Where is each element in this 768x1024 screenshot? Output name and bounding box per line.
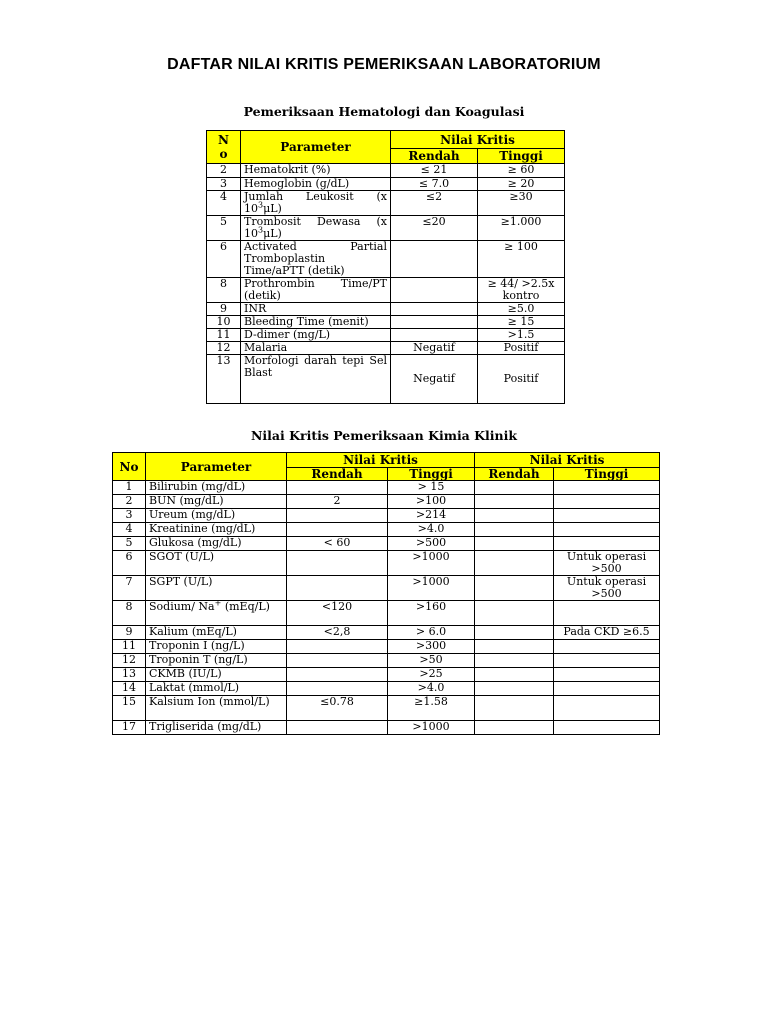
parameter-cell <box>241 316 391 329</box>
high-value-1: >4.0 <box>388 682 475 696</box>
parameter-text: D-dimer (mg/L) <box>244 328 331 341</box>
low-value-2 <box>475 576 554 601</box>
high-value-2 <box>554 481 660 495</box>
high-value-2 <box>554 601 660 626</box>
low-value-1 <box>287 576 388 601</box>
row-number: 11 <box>207 329 241 342</box>
table-row <box>207 216 565 241</box>
high-value-1: >160 <box>388 601 475 626</box>
low-value-2 <box>475 626 554 640</box>
table-row <box>207 178 565 191</box>
high-value: Positif <box>478 355 565 404</box>
low-value-2 <box>475 537 554 551</box>
parameter-cell <box>146 668 287 682</box>
row-number: 12 <box>113 654 146 668</box>
low-value-1: < 60 <box>287 537 388 551</box>
high-value: ≥ 60 <box>478 164 565 178</box>
low-value-2 <box>475 551 554 576</box>
high-value-2 <box>554 495 660 509</box>
parameter-text: Malaria <box>244 341 288 354</box>
parameter-text: Bilirubin (mg/dL) <box>149 480 246 493</box>
parameter-text: SGOT (U/L) <box>149 550 215 563</box>
low-value <box>391 316 478 329</box>
parameter-cell <box>146 626 287 640</box>
high-value: ≥ 44/ >2.5x kontro <box>478 278 565 303</box>
low-value: ≤20 <box>391 216 478 241</box>
low-value-2 <box>475 481 554 495</box>
parameter-cell <box>146 682 287 696</box>
high-value-1: >1000 <box>388 721 475 735</box>
table-row <box>207 278 565 303</box>
table-row <box>113 682 660 696</box>
table-row <box>113 481 660 495</box>
parameter-text: Morfologi darah tepi Sel Blast <box>244 354 387 379</box>
low-value-2 <box>475 654 554 668</box>
high-value-2: Untuk operasi >500 <box>554 576 660 601</box>
table-row <box>207 355 565 404</box>
low-value-1 <box>287 640 388 654</box>
row-number: 17 <box>113 721 146 735</box>
parameter-text: Kalsium Ion (mmol/L) <box>149 695 270 708</box>
high-value-1: >25 <box>388 668 475 682</box>
header-high: Tinggi <box>478 149 565 164</box>
high-value: ≥5.0 <box>478 303 565 316</box>
high-value-2 <box>554 523 660 537</box>
header-low-2: Rendah <box>475 468 554 481</box>
low-value: ≤ 21 <box>391 164 478 178</box>
parameter-text: Prothrombin Time/PT (detik) <box>244 277 387 302</box>
high-value: ≥ 15 <box>478 316 565 329</box>
row-number: 5 <box>207 216 241 241</box>
row-number: 1 <box>113 481 146 495</box>
high-value-2 <box>554 696 660 721</box>
chemistry-section-title: Nilai Kritis Pemeriksaan Kimia Klinik <box>251 428 517 443</box>
parameter-cell <box>241 178 391 191</box>
row-number: 2 <box>207 164 241 178</box>
parameter-text: Bleeding Time (menit) <box>244 315 369 328</box>
low-value: Negatif <box>391 342 478 355</box>
high-value-1: >500 <box>388 537 475 551</box>
row-number: 15 <box>113 696 146 721</box>
high-value-2 <box>554 640 660 654</box>
row-number: 12 <box>207 342 241 355</box>
high-value-1: >100 <box>388 495 475 509</box>
header-high-1: Tinggi <box>388 468 475 481</box>
header-parameter: Parameter <box>146 453 287 481</box>
row-number: 6 <box>113 551 146 576</box>
header-no: N o <box>207 131 241 164</box>
table-row <box>113 509 660 523</box>
parameter-cell <box>146 598 287 626</box>
high-value: ≥ 20 <box>478 178 565 191</box>
table-row <box>207 303 565 316</box>
header-critical-value: Nilai Kritis <box>391 131 565 149</box>
low-value-1: 2 <box>287 495 388 509</box>
table-row <box>207 316 565 329</box>
parameter-text: SGPT (U/L) <box>149 575 213 588</box>
parameter-cell <box>146 481 287 495</box>
low-value-2 <box>475 509 554 523</box>
low-value-1 <box>287 682 388 696</box>
table-row <box>113 523 660 537</box>
row-number: 9 <box>207 303 241 316</box>
table-row <box>113 576 660 601</box>
row-number: 9 <box>113 626 146 640</box>
low-value-1: <120 <box>287 601 388 626</box>
parameter-cell <box>146 495 287 509</box>
row-number: 3 <box>207 178 241 191</box>
low-value-2 <box>475 682 554 696</box>
parameter-text: Glukosa (mg/dL) <box>149 536 242 549</box>
parameter-text: Sodium/ Na <box>149 600 215 613</box>
high-value: ≥30 <box>478 191 565 216</box>
high-value-2: Pada CKD ≥6.5 <box>554 626 660 640</box>
row-number: 11 <box>113 640 146 654</box>
low-value <box>391 278 478 303</box>
parameter-text: Activated Partial Tromboplastin Time/aPTT (detik) <box>244 240 387 277</box>
high-value-2 <box>554 721 660 735</box>
table-row <box>113 626 660 640</box>
low-value-2 <box>475 601 554 626</box>
high-value-2 <box>554 682 660 696</box>
parameter-cell <box>241 164 391 178</box>
high-value-1: >300 <box>388 640 475 654</box>
high-value: Positif <box>478 342 565 355</box>
table-row <box>207 241 565 278</box>
table-row <box>113 551 660 576</box>
low-value <box>391 329 478 342</box>
row-number: 8 <box>113 601 146 626</box>
parameter-cell <box>146 537 287 551</box>
low-value-1 <box>287 481 388 495</box>
low-value-2 <box>475 495 554 509</box>
parameter-superscript: + <box>214 598 222 608</box>
row-number: 6 <box>207 241 241 278</box>
low-value-2 <box>475 696 554 721</box>
parameter-cell <box>146 721 287 735</box>
low-value-1 <box>287 654 388 668</box>
high-value-2: Untuk operasi >500 <box>554 551 660 576</box>
parameter-cell <box>146 523 287 537</box>
header-low-1: Rendah <box>287 468 388 481</box>
table-row <box>113 537 660 551</box>
parameter-cell <box>146 551 287 576</box>
parameter-text: Trombosit Dewasa (x 10 <box>244 215 387 240</box>
table-row <box>113 495 660 509</box>
high-value-2 <box>554 509 660 523</box>
low-value-1: <2,8 <box>287 626 388 640</box>
parameter-text: Laktat (mmol/L) <box>149 681 240 694</box>
parameter-cell <box>241 216 391 241</box>
high-value-1: >1000 <box>388 551 475 576</box>
high-value-1: > 15 <box>388 481 475 495</box>
high-value-1: >1000 <box>388 576 475 601</box>
parameter-text: BUN (mg/dL) <box>149 494 224 507</box>
table-row <box>113 668 660 682</box>
parameter-text: Trigliserida (mg/dL) <box>149 720 262 733</box>
parameter-text: Troponin T (ng/L) <box>149 653 248 666</box>
table-row <box>207 191 565 216</box>
low-value-2 <box>475 668 554 682</box>
header-low: Rendah <box>391 149 478 164</box>
row-number: 3 <box>113 509 146 523</box>
parameter-text: Hemoglobin (g/dL) <box>244 177 350 190</box>
header-no: No <box>113 453 146 481</box>
parameter-cell <box>241 303 391 316</box>
high-value: ≥ 100 <box>478 241 565 278</box>
high-value-1: > 6.0 <box>388 626 475 640</box>
parameter-cell <box>241 191 391 216</box>
low-value-2 <box>475 640 554 654</box>
parameter-text: Ureum (mg/dL) <box>149 508 236 521</box>
high-value-2 <box>554 654 660 668</box>
parameter-text: CKMB (IU/L) <box>149 667 222 680</box>
hematology-section-title: Pemeriksaan Hematologi dan Koagulasi <box>243 104 525 119</box>
low-value-1 <box>287 523 388 537</box>
row-number: 13 <box>207 355 241 404</box>
parameter-cell <box>241 355 391 404</box>
high-value-1: ≥1.58 <box>388 696 475 721</box>
document-title: DAFTAR NILAI KRITIS PEMERIKSAAN LABORATORIUM <box>167 56 601 73</box>
table-row <box>113 640 660 654</box>
parameter-text: Kalium (mEq/L) <box>149 625 237 638</box>
chemistry-table <box>112 452 660 735</box>
parameter-cell <box>241 342 391 355</box>
parameter-superscript: 3 <box>258 200 264 210</box>
low-value-1 <box>287 509 388 523</box>
parameter-cell <box>241 241 391 278</box>
low-value <box>391 303 478 316</box>
row-number: 13 <box>113 668 146 682</box>
parameter-cell <box>146 509 287 523</box>
low-value-1 <box>287 668 388 682</box>
parameter-cell <box>146 640 287 654</box>
low-value-2 <box>475 721 554 735</box>
high-value-2 <box>554 537 660 551</box>
parameter-text: INR <box>244 302 267 315</box>
table-row <box>113 601 660 626</box>
header-critical-value-2: Nilai Kritis <box>475 453 660 468</box>
table-row <box>207 342 565 355</box>
row-number: 4 <box>113 523 146 537</box>
low-value-2 <box>475 523 554 537</box>
row-number: 4 <box>207 191 241 216</box>
low-value <box>391 241 478 278</box>
table-row <box>113 696 660 721</box>
row-number: 2 <box>113 495 146 509</box>
table-row <box>207 164 565 178</box>
parameter-unit: (mEq/L) <box>221 600 270 613</box>
hematology-table <box>206 130 565 404</box>
low-value-1 <box>287 721 388 735</box>
row-number: 14 <box>113 682 146 696</box>
row-number: 8 <box>207 278 241 303</box>
parameter-cell <box>146 696 287 721</box>
table-row <box>113 721 660 735</box>
high-value-1: >50 <box>388 654 475 668</box>
low-value: ≤2 <box>391 191 478 216</box>
parameter-superscript: 3 <box>258 225 264 235</box>
low-value-1 <box>287 551 388 576</box>
high-value-1: >4.0 <box>388 523 475 537</box>
parameter-unit: μL) <box>263 227 282 240</box>
parameter-text: Hematokrit (%) <box>244 163 331 176</box>
high-value: ≥1.000 <box>478 216 565 241</box>
row-number: 7 <box>113 576 146 601</box>
table-row <box>207 329 565 342</box>
low-value: Negatif <box>391 355 478 404</box>
table-row <box>113 654 660 668</box>
parameter-text: Jumlah Leukosit (x 10 <box>244 190 387 215</box>
row-number: 10 <box>207 316 241 329</box>
header-critical-value-1: Nilai Kritis <box>287 453 475 468</box>
low-value: ≤ 7.0 <box>391 178 478 191</box>
header-parameter: Parameter <box>241 131 391 164</box>
parameter-text: Kreatinine (mg/dL) <box>149 522 256 535</box>
high-value: >1.5 <box>478 329 565 342</box>
parameter-cell <box>146 654 287 668</box>
header-high-2: Tinggi <box>554 468 660 481</box>
high-value-1: >214 <box>388 509 475 523</box>
parameter-cell <box>241 329 391 342</box>
row-number: 5 <box>113 537 146 551</box>
parameter-unit: μL) <box>263 202 282 215</box>
low-value-1: ≤0.78 <box>287 696 388 721</box>
parameter-text: Troponin I (ng/L) <box>149 639 245 652</box>
high-value-2 <box>554 668 660 682</box>
parameter-cell <box>146 576 287 601</box>
parameter-cell <box>241 278 391 303</box>
